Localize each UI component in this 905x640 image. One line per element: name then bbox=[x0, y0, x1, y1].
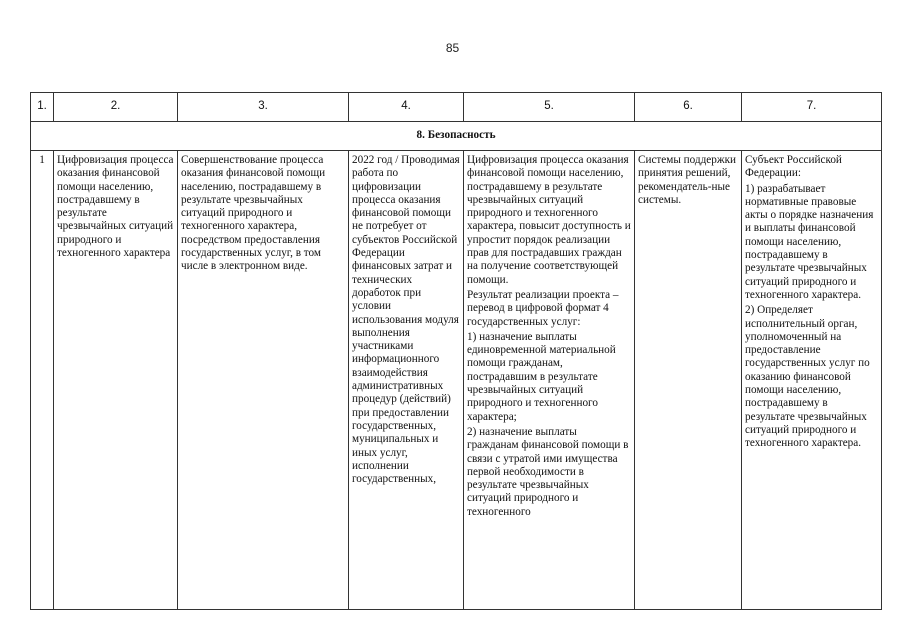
page-number: 85 bbox=[445, 41, 460, 55]
row-cell-technology: Системы поддержки принятия решений, рекомендатель-ные системы. bbox=[635, 151, 742, 610]
row-cell-timeline: 2022 год / Проводимая работа по цифровизации процесса оказания финансовой помощи не потребует от субъектов Российской Федерации финансовых затрат и технических доработок при условии использования модуля выполнения участниками информационного взаимодействия административных процедур (действий) при предоставлении государственных, муниципальных и иных услуг, исполнении государственных, bbox=[349, 151, 464, 610]
responsible-paragraph: 1) разрабатывает нормативные правовые акты о порядке назначения и выплаты финансовой помощи населению, пострадавшему в результате чрезвычайных ситуаций природного и техногенного характера. bbox=[745, 182, 874, 301]
column-header-5: 5. bbox=[464, 93, 635, 122]
column-header-4: 4. bbox=[349, 93, 464, 122]
result-paragraph: Результат реализации проекта – перевод в цифровой формат 4 государственных услуг: bbox=[467, 288, 619, 328]
document-table bbox=[30, 92, 882, 610]
responsible-paragraph: Субъект Российской Федерации: bbox=[745, 154, 842, 180]
column-header-2: 2. bbox=[54, 93, 178, 122]
result-paragraph: 2) назначение выплаты гражданам финансовой помощи в связи с утратой ими имущества первой необходимости в результате чрезвычайных ситуаций природного и техногенного bbox=[467, 425, 629, 518]
column-number-row bbox=[31, 93, 882, 122]
row-cell-goal: Совершенствование процесса оказания финансовой помощи населению, пострадавшему в результате чрезвычайных ситуаций природного и техногенного характера, посредством предоставления государственных услуг, в том числе в электронном виде. bbox=[178, 151, 349, 610]
column-header-6: 6. bbox=[635, 93, 742, 122]
responsible-paragraph: 2) Определяет исполнительный орган, уполномоченный на предоставление государственных услуг по оказанию финансовой помощи населению, пострадавшему в результате чрезвычайных ситуаций природного и техногенного характера. bbox=[745, 304, 870, 450]
result-paragraph: 1) назначение выплаты единовременной материальной помощи гражданам, пострадавшим в результате чрезвычайных ситуаций природного и техногенного характера; bbox=[467, 330, 616, 423]
table-row bbox=[31, 151, 882, 610]
row-cell-initiative: Цифровизация процесса оказания финансовой помощи населению, пострадавшему в результате чрезвычайных ситуаций природного и техногенного характера bbox=[54, 151, 178, 610]
row-cell-result bbox=[464, 151, 635, 610]
section-title: 8. Безопасность bbox=[31, 122, 882, 151]
row-number: 1 bbox=[31, 151, 54, 610]
result-paragraph: Цифровизация процесса оказания финансовой помощи населению, пострадавшему в результате чрезвычайных ситуаций природного и техногенного характера, повысит доступность и упростит порядок реализации прав для пострадавших граждан на получение соответствующей помощи. bbox=[467, 154, 631, 286]
column-header-3: 3. bbox=[178, 93, 349, 122]
column-header-7: 7. bbox=[742, 93, 882, 122]
row-cell-responsible bbox=[742, 151, 882, 610]
section-row bbox=[31, 122, 882, 151]
column-header-1: 1. bbox=[31, 93, 54, 122]
